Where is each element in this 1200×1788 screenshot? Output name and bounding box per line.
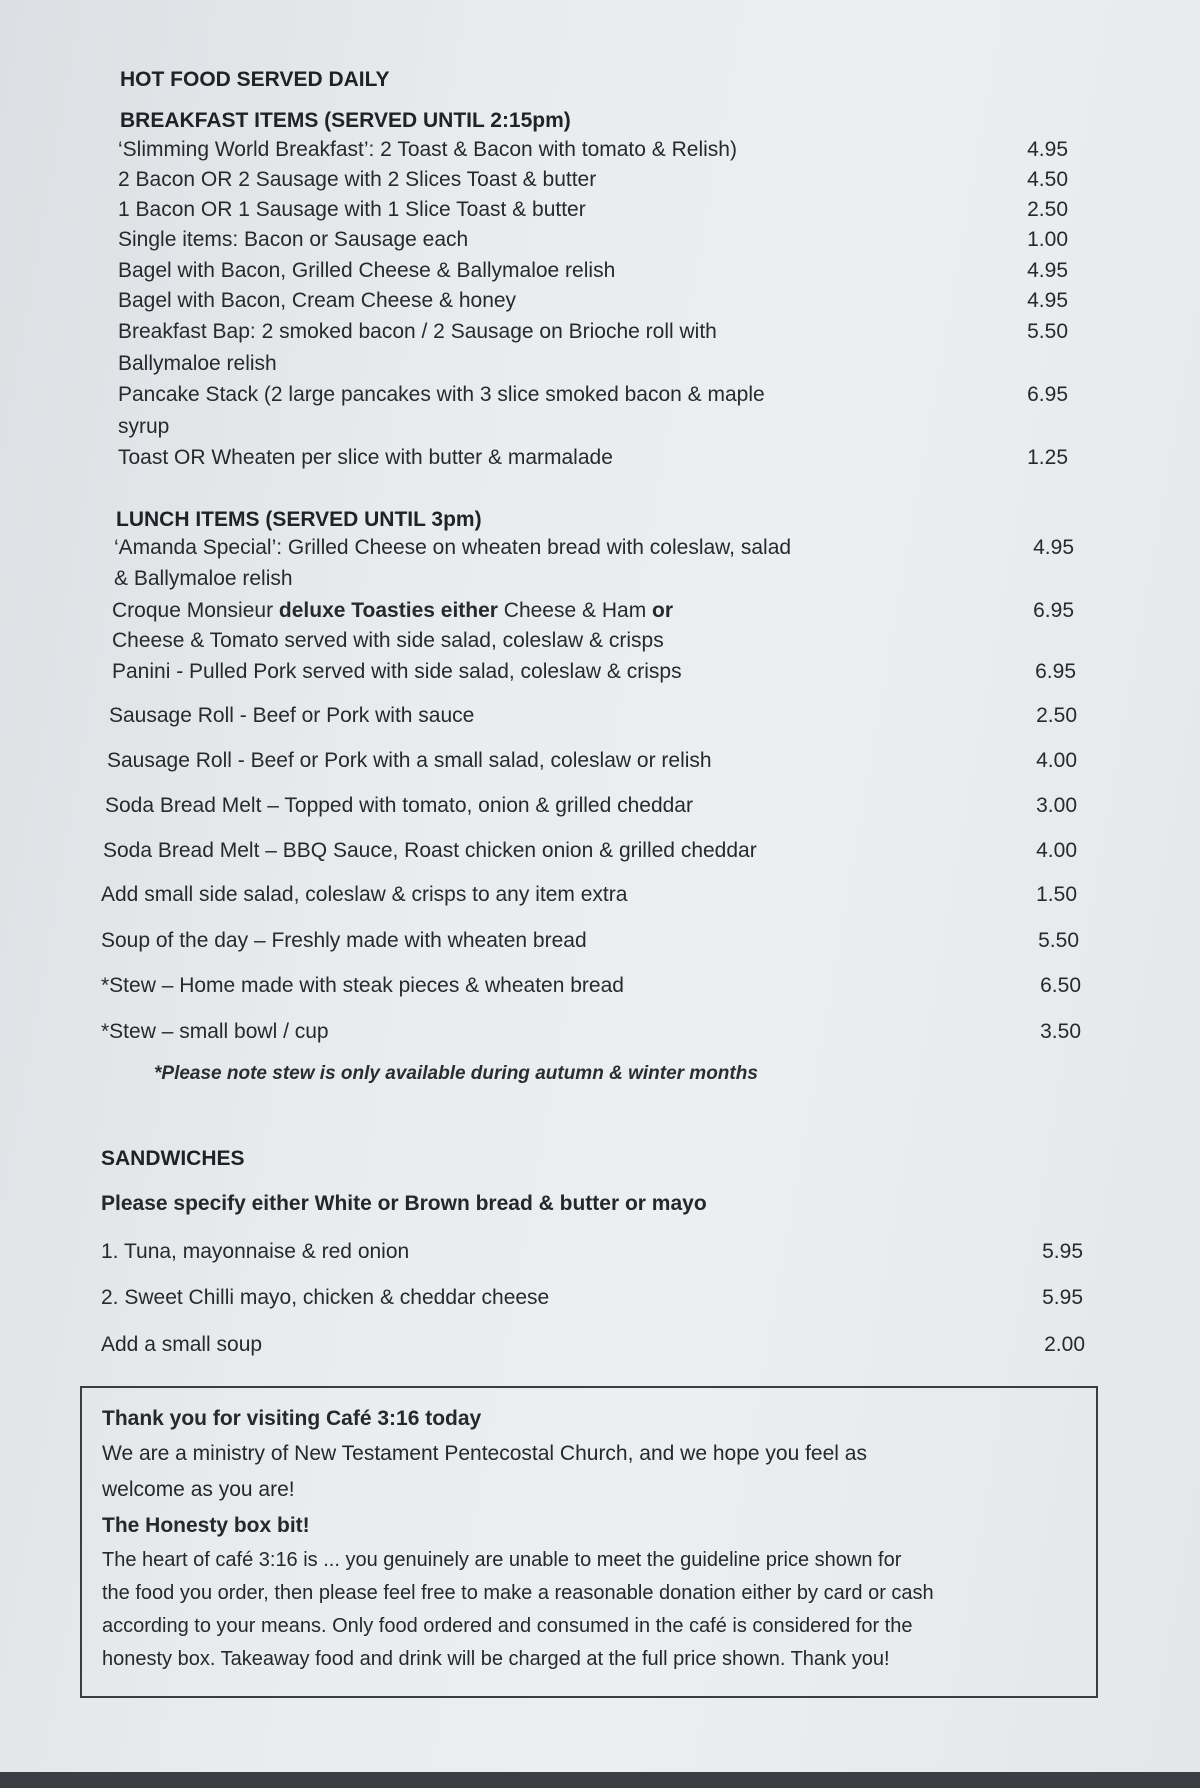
sandwiches-heading: SANDWICHES [101, 1147, 245, 1170]
item-price: 5.95 [1042, 1240, 1083, 1263]
item-name: Soup of the day – Freshly made with wheaten bread [101, 929, 587, 952]
item-name: Soda Bread Melt – Topped with tomato, onion & grilled cheddar [105, 794, 693, 817]
item-name: *Stew – small bowl / cup [101, 1020, 329, 1043]
honesty-text-line: honesty box. Takeaway food and drink will be charged at the full price shown. Thank you! [102, 1648, 890, 1670]
item-price: 1.50 [1036, 883, 1077, 906]
item-name: ‘Slimming World Breakfast’: 2 Toast & Bacon with tomato & Relish) [118, 138, 737, 161]
item-price: 3.50 [1040, 1020, 1081, 1043]
item-name-part: Croque Monsieur [112, 599, 279, 622]
item-price: 2.00 [1044, 1333, 1085, 1356]
item-name: 2. Sweet Chilli mayo, chicken & cheddar cheese [101, 1286, 550, 1309]
item-price: 6.50 [1040, 974, 1081, 997]
item-price: 4.95 [1033, 536, 1074, 559]
item-name: Toast OR Wheaten per slice with butter & marmalade [118, 446, 613, 469]
item-price: 4.00 [1036, 839, 1077, 862]
item-price: 4.00 [1036, 749, 1077, 772]
item-name: *Stew – Home made with steak pieces & wheaten bread [101, 974, 624, 997]
item-price: 4.95 [1027, 289, 1068, 312]
honesty-text-line: the food you order, then please feel free to make a reasonable donation either by card or cash [102, 1582, 934, 1604]
item-name-emphasis: or [652, 599, 674, 622]
item-price: 4.50 [1027, 168, 1068, 191]
lunch-heading: LUNCH ITEMS (SERVED UNTIL 3pm) [116, 508, 482, 531]
item-price: 1.25 [1027, 446, 1068, 469]
item-name: Single items: Bacon or Sausage each [118, 228, 469, 251]
item-price: 1.00 [1027, 228, 1068, 251]
item-name: 2 Bacon OR 2 Sausage with 2 Slices Toast & butter [118, 168, 597, 191]
item-name-line2: Ballymaloe relish [118, 352, 277, 375]
item-name: ‘Amanda Special’: Grilled Cheese on wheaten bread with coleslaw, salad [114, 536, 792, 559]
item-name: Sausage Roll - Beef or Pork with sauce [109, 704, 475, 727]
ministry-text-line: We are a ministry of New Testament Pentecostal Church, and we hope you feel as [102, 1442, 867, 1465]
item-name-line2: syrup [118, 415, 170, 438]
item-name: 1 Bacon OR 1 Sausage with 1 Slice Toast & butter [118, 198, 586, 221]
bread-instruction: Please specify either White or Brown bread & butter or mayo [101, 1192, 707, 1215]
item-price: 6.95 [1027, 383, 1068, 406]
item-name-line2: & Ballymaloe relish [114, 567, 293, 590]
item-name: Add a small soup [101, 1333, 263, 1356]
item-name: Pancake Stack (2 large pancakes with 3 slice smoked bacon & maple [118, 383, 765, 406]
item-name-line2: Cheese & Tomato served with side salad, coleslaw & crisps [112, 629, 664, 652]
item-price: 2.50 [1036, 704, 1077, 727]
item-name: Panini - Pulled Pork served with side salad, coleslaw & crisps [112, 660, 682, 683]
item-name [112, 596, 673, 626]
table-surface-edge [0, 1772, 1200, 1788]
item-name: Bagel with Bacon, Grilled Cheese & Ballymaloe relish [118, 259, 616, 282]
item-name-emphasis: deluxe Toasties either [278, 599, 498, 622]
item-price: 4.95 [1027, 259, 1068, 282]
honesty-box-title: The Honesty box bit! [102, 1514, 310, 1537]
honesty-text-line: The heart of café 3:16 is ... you genuinely are unable to meet the guideline price shown for [102, 1549, 902, 1571]
notice-title: Thank you for visiting Café 3:16 today [102, 1407, 482, 1430]
stew-availability-note: *Please note stew is only available during autumn & winter months [154, 1063, 758, 1084]
item-name-part: Cheese & Ham [497, 599, 653, 622]
breakfast-heading: BREAKFAST ITEMS (SERVED UNTIL 2:15pm) [120, 109, 571, 132]
item-price: 2.50 [1027, 198, 1068, 221]
item-name: Sausage Roll - Beef or Pork with a small salad, coleslaw or relish [107, 749, 712, 772]
honesty-box-notice [80, 1386, 1098, 1698]
item-name: 1. Tuna, mayonnaise & red onion [101, 1240, 410, 1263]
honesty-text-line: according to your means. Only food ordered and consumed in the café is considered for the [102, 1615, 913, 1637]
item-price: 5.50 [1038, 929, 1079, 952]
ministry-text-line: welcome as you are! [102, 1478, 295, 1501]
item-price: 6.95 [1033, 599, 1074, 622]
item-price: 4.95 [1027, 138, 1068, 161]
item-name: Soda Bread Melt – BBQ Sauce, Roast chicken onion & grilled cheddar [103, 839, 757, 862]
item-name: Add small side salad, coleslaw & crisps to any item extra [101, 883, 628, 906]
item-price: 5.95 [1042, 1286, 1083, 1309]
item-price: 5.50 [1027, 320, 1068, 343]
item-price: 6.95 [1035, 660, 1076, 683]
item-price: 3.00 [1036, 794, 1077, 817]
item-name: Bagel with Bacon, Cream Cheese & honey [118, 289, 517, 312]
page-heading: HOT FOOD SERVED DAILY [120, 68, 390, 91]
item-name: Breakfast Bap: 2 smoked bacon / 2 Sausage on Brioche roll with [118, 320, 717, 343]
